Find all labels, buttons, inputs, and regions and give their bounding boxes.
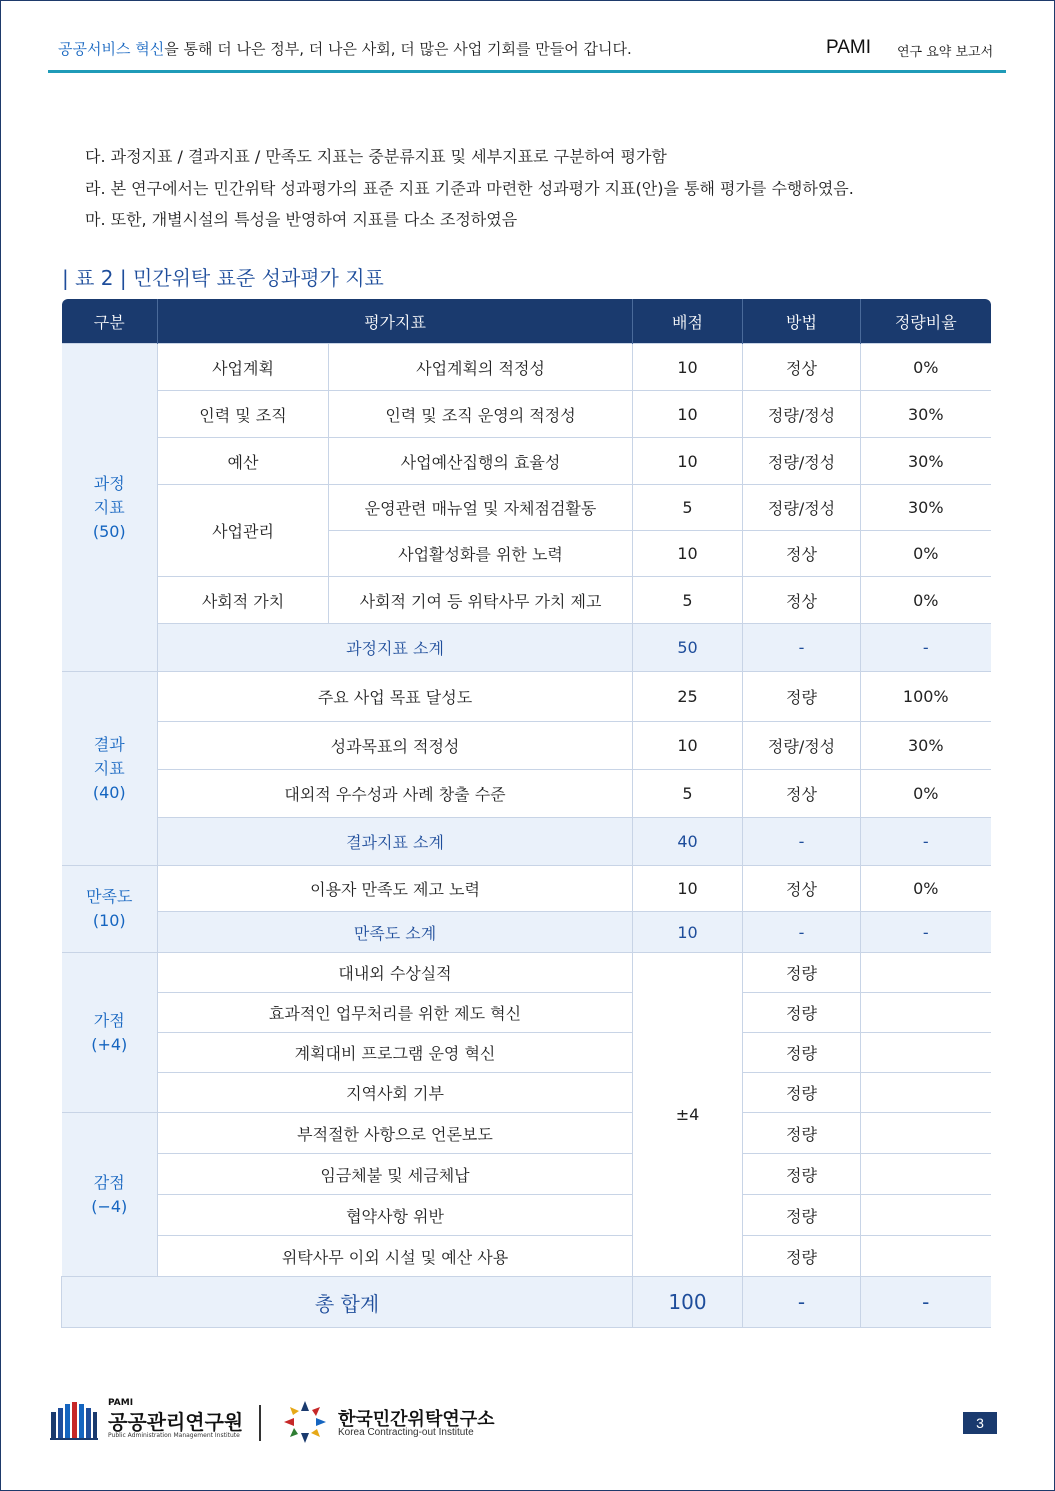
subtotal-score: 40 xyxy=(633,818,743,866)
footer-org2-name: 한국민간위탁연구소 xyxy=(338,1409,495,1430)
group-process xyxy=(62,344,158,672)
method-cell: 정량 xyxy=(743,1154,861,1195)
detail-indicator: 부적절한 사항으로 언론보도 xyxy=(158,1113,633,1154)
subtotal-row-result xyxy=(62,818,991,866)
ratio-cell-empty xyxy=(861,1033,991,1073)
detail-indicator: 운영관련 매뉴얼 및 자체점검활동 xyxy=(329,485,633,531)
total-label: 총 합계 xyxy=(62,1277,633,1328)
method-cell: 정량/정성 xyxy=(743,391,861,438)
table-row xyxy=(62,993,991,1033)
group-satisfaction xyxy=(62,866,158,953)
method-cell: 정량 xyxy=(743,1113,861,1154)
detail-indicator: 주요 사업 목표 달성도 xyxy=(158,672,633,722)
group-bonus xyxy=(62,953,158,1113)
page-number: 3 xyxy=(963,1412,997,1434)
method-cell: 정량 xyxy=(743,1236,861,1277)
score-cell: 5 xyxy=(633,577,743,624)
detail-indicator: 대외적 우수성과 사례 창출 수준 xyxy=(158,770,633,818)
method-cell: 정량 xyxy=(743,993,861,1033)
col-header-indicator: 평가지표 xyxy=(158,299,633,344)
table-row xyxy=(62,953,991,993)
footer-org1-small: PAMI xyxy=(108,1398,134,1408)
method-cell: 정상 xyxy=(743,531,861,577)
header-slogan-accent: 공공서비스 혁신 xyxy=(58,40,165,58)
score-cell: 5 xyxy=(633,770,743,818)
score-cell: 10 xyxy=(633,722,743,770)
method-cell: 정량/정성 xyxy=(743,438,861,485)
col-header-score: 배점 xyxy=(633,299,743,344)
col-header-method: 방법 xyxy=(743,299,861,344)
detail-indicator: 사업활성화를 위한 노력 xyxy=(329,531,633,577)
detail-indicator: 위탁사무 이외 시설 및 예산 사용 xyxy=(158,1236,633,1277)
group-bonus-line2: (+4) xyxy=(91,1034,128,1054)
paragraph-ra: 라. 본 연구에서는 민간위탁 성과평가의 표준 지표 기준과 마련한 성과평가 지표(안)을 통해 평가를 수행하였음. xyxy=(85,179,854,198)
ratio-cell: 30% xyxy=(861,391,991,438)
mid-indicator: 인력 및 조직 xyxy=(158,391,329,438)
table-row xyxy=(62,722,991,770)
table-row xyxy=(62,1113,991,1154)
col-header-category: 구분 xyxy=(62,299,158,344)
subtotal-score: 10 xyxy=(633,912,743,953)
footer-separator xyxy=(259,1405,261,1441)
mid-indicator: 예산 xyxy=(158,438,329,485)
ratio-cell-empty xyxy=(861,1073,991,1113)
table-title: | 표 2 | 민간위탁 표준 성과평가 지표 xyxy=(62,266,384,290)
table-row xyxy=(62,577,991,624)
score-cell: 10 xyxy=(633,866,743,912)
mid-indicator: 사업계획 xyxy=(158,344,329,391)
method-cell: 정량 xyxy=(743,953,861,993)
group-process-line1: 과정 xyxy=(93,473,125,493)
subtotal-method: - xyxy=(743,912,861,953)
pami-logo-icon xyxy=(50,1398,98,1444)
total-ratio: - xyxy=(861,1277,991,1328)
total-score: 100 xyxy=(633,1277,743,1328)
ratio-cell: 30% xyxy=(861,722,991,770)
table-row xyxy=(62,866,991,912)
detail-indicator: 사업계획의 적정성 xyxy=(329,344,633,391)
group-result-line1: 결과 xyxy=(93,734,125,754)
subtotal-row-satisfaction xyxy=(62,912,991,953)
score-cell: 10 xyxy=(633,344,743,391)
bonus-penalty-score: ±4 xyxy=(633,953,743,1277)
header-divider xyxy=(48,70,1006,73)
subtotal-ratio: - xyxy=(861,818,991,866)
subtotal-score: 50 xyxy=(633,624,743,672)
subtotal-row-process xyxy=(62,624,991,672)
detail-indicator: 계획대비 프로그램 운영 혁신 xyxy=(158,1033,633,1073)
method-cell: 정량 xyxy=(743,1073,861,1113)
table-row xyxy=(62,485,991,531)
score-cell: 25 xyxy=(633,672,743,722)
method-cell: 정량 xyxy=(743,1195,861,1236)
group-process-line3: (50) xyxy=(92,521,126,541)
header-brand: PAMI xyxy=(826,37,872,58)
group-penalty xyxy=(62,1113,158,1277)
group-result-line3: (40) xyxy=(92,782,126,802)
total-row xyxy=(62,1277,991,1328)
ratio-cell: 30% xyxy=(861,485,991,531)
paragraph-ma: 마. 또한, 개별시설의 특성을 반영하여 지표를 다소 조정하였음 xyxy=(85,210,518,229)
score-cell: 10 xyxy=(633,531,743,577)
score-cell: 10 xyxy=(633,391,743,438)
ratio-cell-empty xyxy=(861,953,991,993)
subtotal-label: 과정지표 소계 xyxy=(158,624,633,672)
subtotal-ratio: - xyxy=(861,624,991,672)
detail-indicator: 사회적 기여 등 위탁사무 가치 제고 xyxy=(329,577,633,624)
kci-logo-icon xyxy=(282,1399,328,1449)
ratio-cell-empty xyxy=(861,1236,991,1277)
method-cell: 정량/정성 xyxy=(743,485,861,531)
ratio-cell: 100% xyxy=(861,672,991,722)
detail-indicator: 성과목표의 적정성 xyxy=(158,722,633,770)
method-cell: 정상 xyxy=(743,866,861,912)
method-cell: 정상 xyxy=(743,577,861,624)
detail-indicator: 사업예산집행의 효율성 xyxy=(329,438,633,485)
method-cell: 정상 xyxy=(743,344,861,391)
col-header-ratio: 정량비율 xyxy=(861,299,991,344)
method-cell: 정상 xyxy=(743,770,861,818)
table-row xyxy=(62,1073,991,1113)
subtotal-label: 만족도 소계 xyxy=(158,912,633,953)
group-satisfaction-line1: 만족도 xyxy=(86,887,133,906)
ratio-cell: 0% xyxy=(861,531,991,577)
ratio-cell-empty xyxy=(861,1195,991,1236)
group-process-line2: 지표 xyxy=(93,497,125,517)
header-slogan-rest: 을 통해 더 나은 정부, 더 나은 사회, 더 많은 사업 기회를 만들어 갑니다. xyxy=(164,40,632,58)
table-row xyxy=(62,1033,991,1073)
group-satisfaction-line2: (10) xyxy=(92,911,126,930)
header-report-type: 연구 요약 보고서 xyxy=(897,45,994,60)
mid-indicator: 사회적 가치 xyxy=(158,577,329,624)
header-slogan xyxy=(58,38,632,59)
table-row xyxy=(62,344,991,391)
total-method: - xyxy=(743,1277,861,1328)
table-row xyxy=(62,1236,991,1277)
ratio-cell-empty xyxy=(861,1113,991,1154)
ratio-cell: 30% xyxy=(861,438,991,485)
score-cell: 10 xyxy=(633,438,743,485)
group-result-line2: 지표 xyxy=(93,758,125,778)
score-cell: 5 xyxy=(633,485,743,531)
method-cell: 정량/정성 xyxy=(743,722,861,770)
detail-indicator: 지역사회 기부 xyxy=(158,1073,633,1113)
ratio-cell: 0% xyxy=(861,770,991,818)
ratio-cell-empty xyxy=(861,1154,991,1195)
group-penalty-line1: 감점 xyxy=(93,1172,125,1192)
table-row xyxy=(62,391,991,438)
table-row xyxy=(62,770,991,818)
ratio-cell: 0% xyxy=(861,344,991,391)
group-bonus-line1: 가점 xyxy=(93,1010,125,1030)
paragraph-da: 다. 과정지표 / 결과지표 / 만족도 지표는 중분류지표 및 세부지표로 구분하여 평가함 xyxy=(85,147,667,166)
table-row xyxy=(62,672,991,722)
table-row xyxy=(62,1195,991,1236)
group-result xyxy=(62,672,158,866)
method-cell: 정량 xyxy=(743,672,861,722)
detail-indicator: 협약사항 위반 xyxy=(158,1195,633,1236)
group-penalty-line2: (−4) xyxy=(91,1196,128,1216)
ratio-cell-empty xyxy=(861,993,991,1033)
ratio-cell: 0% xyxy=(861,577,991,624)
detail-indicator: 대내외 수상실적 xyxy=(158,953,633,993)
table-row xyxy=(62,438,991,485)
subtotal-method: - xyxy=(743,624,861,672)
footer-org1-name: 공공관리연구원 xyxy=(108,1410,244,1434)
detail-indicator: 인력 및 조직 운영의 적정성 xyxy=(329,391,633,438)
detail-indicator: 임금체불 및 세금체납 xyxy=(158,1154,633,1195)
detail-indicator: 이용자 만족도 제고 노력 xyxy=(158,866,633,912)
subtotal-ratio: - xyxy=(861,912,991,953)
ratio-cell: 0% xyxy=(861,866,991,912)
footer-org2-english: Korea Contracting-out Institute xyxy=(338,1427,474,1438)
subtotal-method: - xyxy=(743,818,861,866)
subtotal-label: 결과지표 소계 xyxy=(158,818,633,866)
method-cell: 정량 xyxy=(743,1033,861,1073)
table-row xyxy=(62,1154,991,1195)
evaluation-table xyxy=(61,299,990,1328)
detail-indicator: 효과적인 업무처리를 위한 제도 혁신 xyxy=(158,993,633,1033)
mid-indicator: 사업관리 xyxy=(158,485,329,577)
footer-org1-english: Public Administration Management Institute xyxy=(108,1432,240,1439)
table-header-row xyxy=(62,299,991,344)
